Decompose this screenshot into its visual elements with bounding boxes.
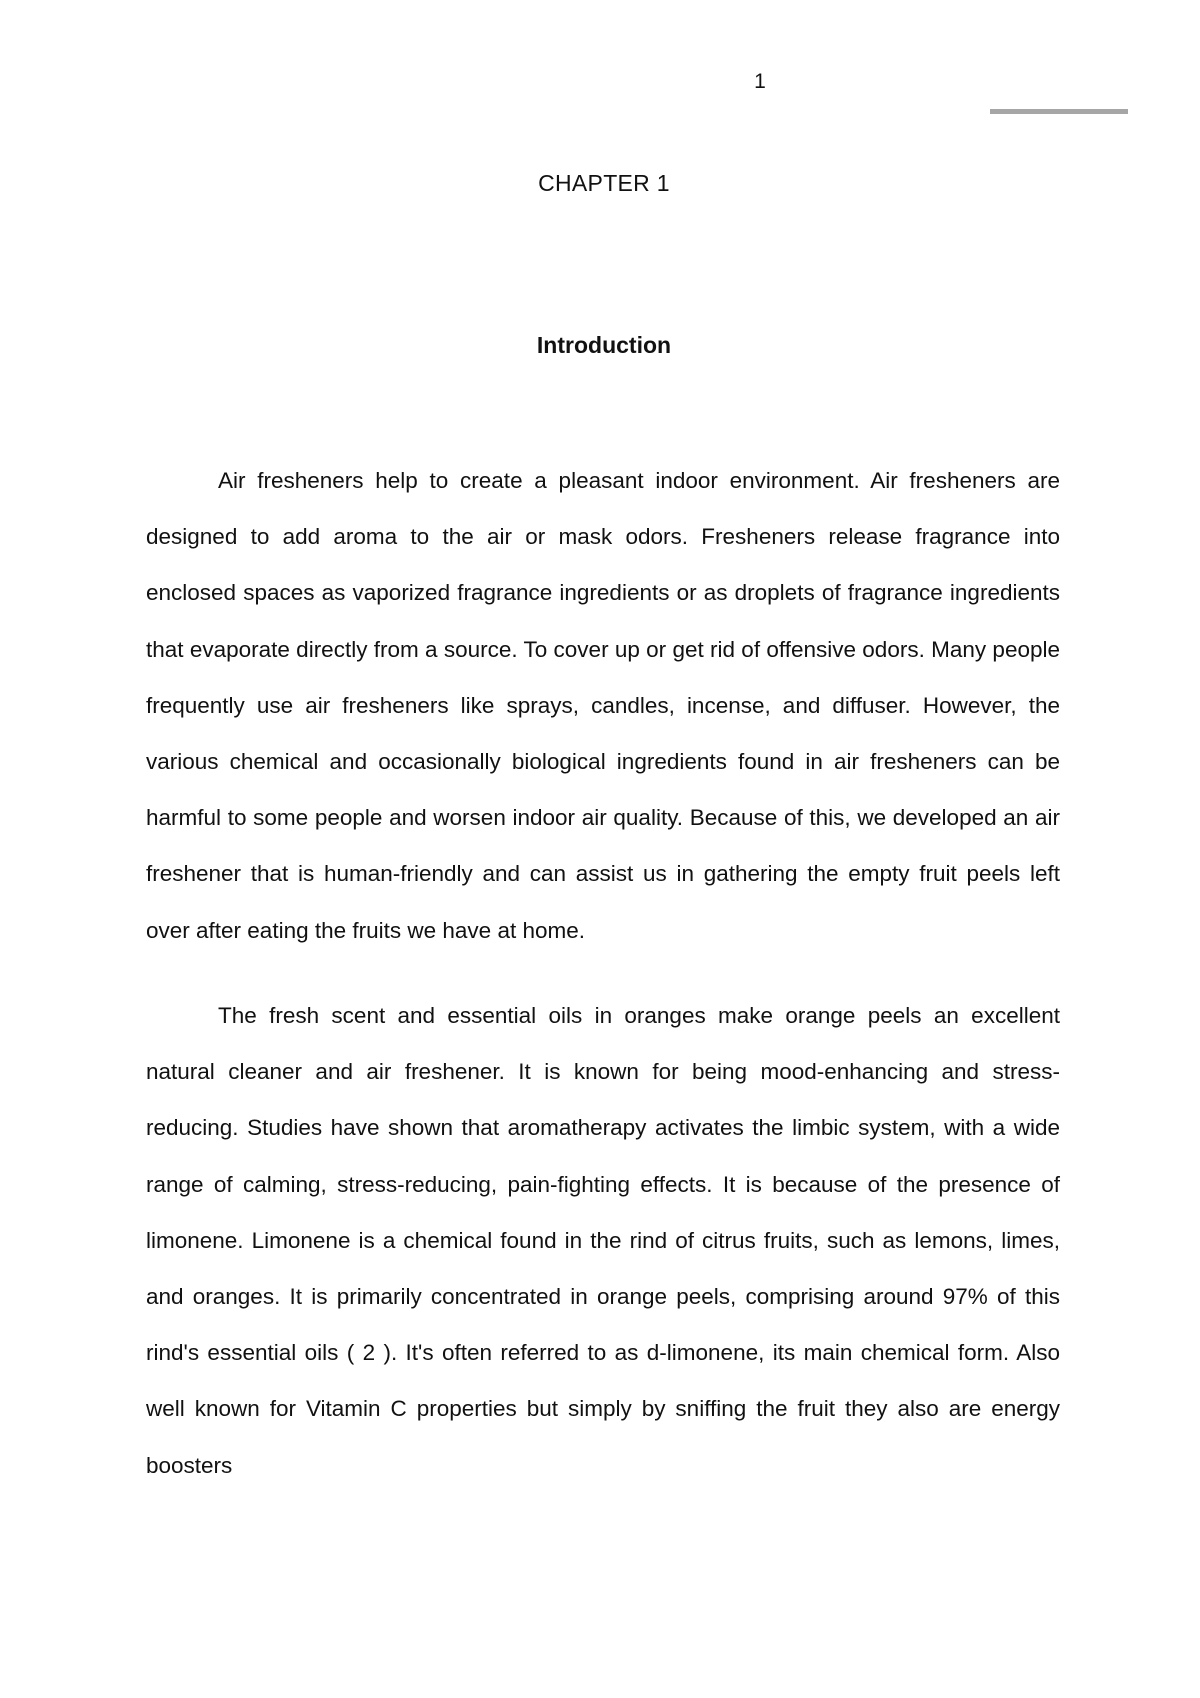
paragraph: The fresh scent and essential oils in oranges make orange peels an excellent natural cleaner and air freshener. It is known for being mood-enhancing and stress-reducing. Studies have shown that aromatherapy activates the limbic system, with a wide range of calming, stress-reducing, pain-fighting effects. It is because of the presence of limonene. Limonene is a chemical found in the rind of citrus fruits, such as lemons, limes, and oranges. It is primarily concentrated in orange peels, comprising around 97% of this rind's essential oils ( 2 ). It's often referred to as d-limonene, its main chemical form. Also well known for Vitamin C properties but simply by sniffing the fruit they also are energy boosters: [146, 1003, 1060, 1478]
chapter-title: CHAPTER 1: [538, 170, 670, 196]
paragraph: Air fresheners help to create a pleasant indoor environment. Air fresheners are designed to add aroma to the air or mask odors. Fresheners release fragrance into enclosed spaces as vaporized fragrance ingredients or as droplets of fragrance ingredients that evaporate directly from a source. To cover up or get rid of offensive odors. Many people frequently use air fresheners like sprays, candles, incense, and diffuser. However, the various chemical and occasionally biological ingredients found in air fresheners can be harmful to some people and worsen indoor air quality. Because of this, we developed an air freshener that is human-friendly and can assist us in gathering the empty fruit peels left over after eating the fruits we have at home.: [146, 468, 1060, 943]
header-rule: [990, 109, 1128, 114]
section-heading: Introduction: [536, 332, 672, 358]
page-number: 1: [754, 70, 766, 93]
